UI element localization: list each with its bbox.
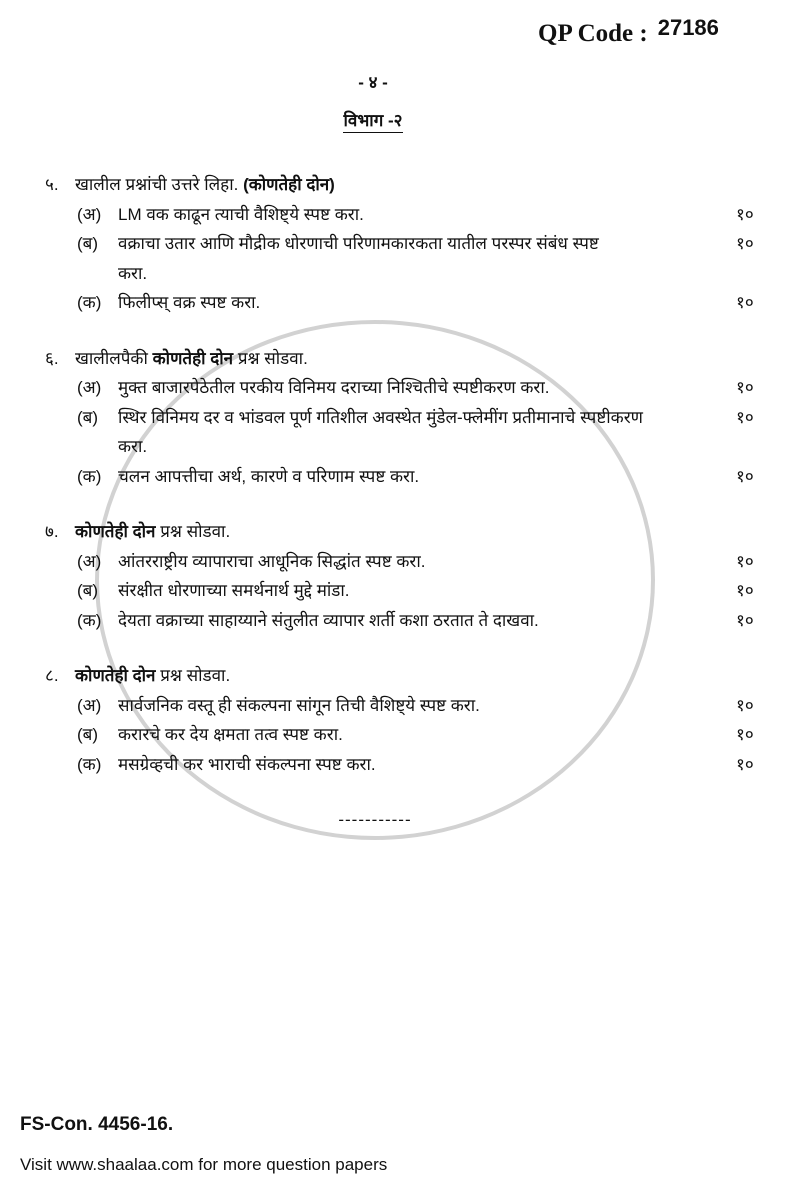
sub-question-text: देयता वक्राच्या साहाय्याने संतुलीत व्यापार शर्ती कशा ठरतात ते दाखवा. [118, 610, 539, 630]
qp-code-label: QP Code : [538, 20, 648, 47]
question-heading-row [45, 170, 764, 200]
qp-code-value: 27186 [657, 15, 719, 40]
question-heading [75, 661, 764, 691]
question-number: ६. [45, 348, 59, 368]
sub-question [77, 229, 764, 288]
question-heading [75, 517, 764, 547]
sub-question [77, 691, 764, 721]
sub-question-marks: १० [736, 551, 754, 571]
visit-link[interactable]: Visit www.shaalaa.com for more question papers [20, 1155, 388, 1174]
sub-question-label: (क) [77, 754, 102, 774]
sub-question-text-wrap [118, 576, 736, 606]
end-marker: ----------- [338, 810, 412, 829]
sub-question-label: (ब) [77, 234, 99, 253]
sub-question-label: (ब) [77, 725, 99, 744]
sub-question-label: (अ) [77, 551, 102, 571]
sub-question-text-wrap [118, 547, 736, 577]
sub-question-marks: १० [736, 293, 754, 312]
sub-question-marks: १० [736, 466, 754, 486]
question-number: ७. [45, 522, 59, 541]
sub-question-text-wrap [118, 462, 736, 492]
section-title-wrap [0, 108, 746, 131]
sub-question-text: चलन आपत्तीचा अर्थ, कारणे व परिणाम स्पष्ट करा. [118, 466, 420, 486]
sub-question-text-wrap [118, 606, 736, 636]
sub-question-label: (अ) [77, 204, 102, 224]
sub-question-text-wrap [118, 403, 736, 462]
sub-question-text-wrap [118, 200, 736, 230]
sub-question-label: (ब) [77, 581, 99, 600]
sub-question [77, 547, 764, 577]
sub-question-marks: १० [736, 754, 754, 774]
sub-question-text: LM वक काढून त्याची वैशिष्ट्ये स्पष्ट करा. [118, 204, 364, 224]
sub-question [77, 750, 764, 780]
qp-code-header [538, 15, 719, 48]
sub-question-label: (क) [77, 610, 102, 630]
sub-question [77, 606, 764, 636]
question-block [45, 661, 764, 779]
sub-question-text-continued: करा. [118, 437, 148, 456]
sub-question-text: मुक्त बाजारपेठेतील परकीय विनिमय दराच्या निश्चितीचे स्पष्टीकरण करा. [118, 378, 550, 397]
sub-question [77, 403, 764, 462]
sub-question [77, 288, 764, 318]
sub-question [77, 462, 764, 492]
question-text-after: प्रश्न सोडवा. [237, 348, 308, 368]
sub-question [77, 200, 764, 230]
paper-code: FS-Con. 4456-16. [20, 1114, 174, 1135]
sub-question-label: (क) [77, 293, 102, 312]
sub-question-marks: १० [736, 725, 754, 744]
sub-question-marks: १० [736, 407, 754, 427]
sub-question-label: (अ) [77, 695, 102, 715]
sub-question-text: आंतरराष्ट्रीय व्यापाराचा आधूनिक सिद्धांत स्पष्ट करा. [118, 551, 426, 571]
question-text: खालील प्रश्नांची उत्तरे लिहा. [75, 175, 239, 194]
sub-question-text: स्थिर विनिमय दर व भांडवल पूर्ण गतिशील अवस्थेत मुंडेल-फ्लेमींग प्रतीमानाचे स्पष्टीकरण [118, 407, 643, 427]
sub-question-text: फिलीप्स् वक्र स्पष्ट करा. [118, 293, 261, 312]
question-choice: कोणतेही दोन [75, 522, 156, 541]
sub-question-marks: १० [736, 204, 754, 224]
sub-question-text-wrap [118, 229, 736, 288]
sub-question [77, 720, 764, 750]
sub-question-text: संरक्षीत धोरणाच्या समर्थनार्थ मुद्दे मांडा. [118, 581, 350, 600]
sub-question-text-wrap [118, 750, 736, 780]
sub-question-marks: १० [736, 695, 754, 715]
question-heading-row [45, 517, 764, 547]
sub-question-text: करारचे कर देय क्षमता तत्व स्पष्ट करा. [118, 725, 343, 744]
sub-question-label: (अ) [77, 378, 102, 397]
question-number: ५. [45, 175, 59, 194]
question-choice: (कोणतेही दोन) [243, 175, 335, 194]
sub-question-marks: १० [736, 234, 754, 253]
sub-question-label: (ब) [77, 407, 99, 427]
sub-question [77, 373, 764, 403]
question-block [45, 517, 764, 635]
sub-question [77, 576, 764, 606]
question-block [45, 170, 764, 318]
section-title: विभाग -२ [343, 111, 402, 133]
sub-question-marks: १० [736, 610, 754, 630]
question-heading [75, 170, 764, 200]
question-choice: कोणतेही दोन [152, 348, 234, 368]
sub-question-text-wrap [118, 720, 736, 750]
sub-question-marks: १० [736, 378, 754, 397]
question-heading [75, 344, 764, 374]
sub-question-text: वक्राचा उतार आणि मौद्रीक धोरणाची परिणामकारकता यातील परस्पर संबंध स्पष्ट [118, 234, 599, 253]
sub-question-text-wrap [118, 373, 736, 403]
sub-question-text-wrap [118, 288, 736, 318]
page-number: - ४ - [358, 73, 388, 92]
question-text-after: प्रश्न सोडवा. [160, 522, 231, 541]
sub-question-marks: १० [736, 581, 754, 600]
questions-container [45, 170, 764, 835]
sub-question-text: सार्वजनिक वस्तू ही संकल्पना सांगून तिची वैशिष्ट्ये स्पष्ट करा. [118, 695, 480, 715]
question-number: ८. [45, 666, 59, 685]
sub-question-text-continued: करा. [118, 263, 148, 283]
question-text-after: प्रश्न सोडवा. [160, 666, 231, 685]
sub-question-text: मसग्रेव्हची कर भाराची संकल्पना स्पष्ट करा. [118, 754, 376, 774]
question-text: खालीलपैकी [75, 348, 148, 368]
question-heading-row [45, 344, 764, 374]
question-block [45, 344, 764, 492]
question-heading-row [45, 661, 764, 691]
sub-question-label: (क) [77, 466, 102, 486]
sub-question-text-wrap [118, 691, 736, 721]
question-choice: कोणतेही दोन [75, 666, 156, 685]
